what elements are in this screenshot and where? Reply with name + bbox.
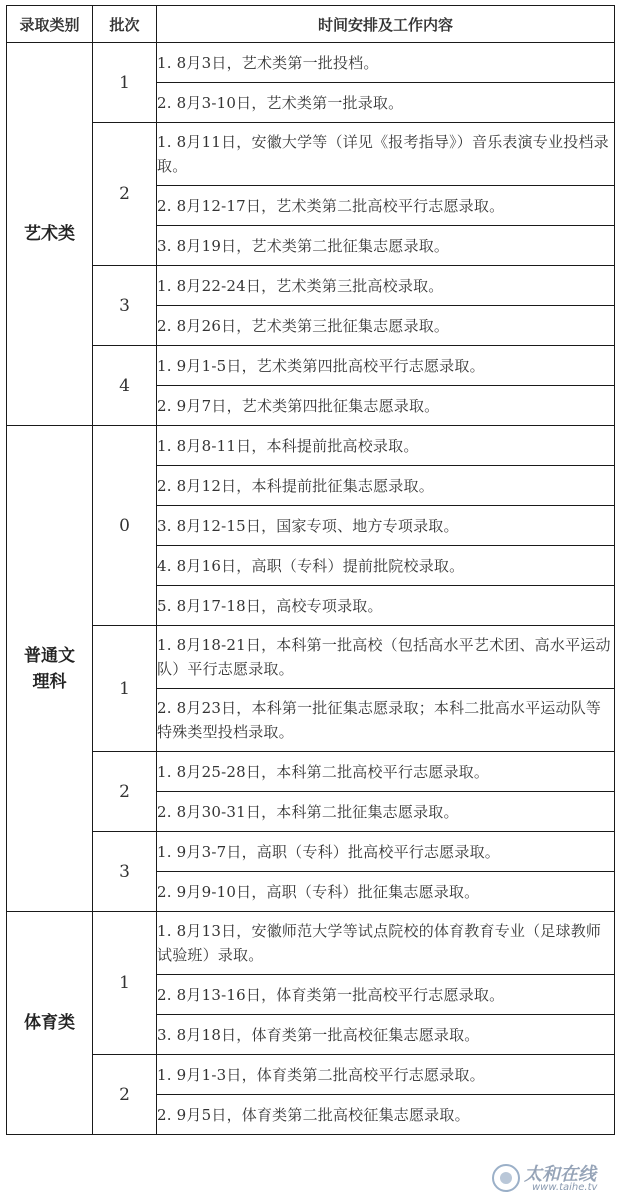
header-batch: 批次 [93,6,157,43]
table-row [7,832,615,872]
batch-cell: 3 [93,266,157,346]
schedule-item: 2. 8月26日，艺术类第三批征集志愿录取。 [157,306,615,346]
schedule-item: 1. 9月1-5日，艺术类第四批高校平行志愿录取。 [157,346,615,386]
table-row [7,426,615,466]
table-row [7,123,615,186]
schedule-item: 2. 8月12-17日，艺术类第二批高校平行志愿录取。 [157,186,615,226]
table-row [7,43,615,83]
schedule-item: 1. 9月1-3日，体育类第二批高校平行志愿录取。 [157,1055,615,1095]
watermark-url: www.taihe.tv [532,1182,598,1193]
schedule-item: 3. 8月19日，艺术类第二批征集志愿录取。 [157,226,615,266]
header-row [7,6,615,43]
header-content: 时间安排及工作内容 [157,6,615,43]
schedule-item: 2. 8月12日，本科提前批征集志愿录取。 [157,466,615,506]
category-cell-art: 艺术类 [7,43,93,426]
category-cell-sports: 体育类 [7,912,93,1135]
schedule-item: 2. 8月30-31日，本科第二批征集志愿录取。 [157,792,615,832]
site-watermark [492,1160,612,1196]
header-category: 录取类别 [7,6,93,43]
schedule-item: 2. 8月3-10日，艺术类第一批录取。 [157,83,615,123]
schedule-item: 1. 9月3-7日，高职（专科）批高校平行志愿录取。 [157,832,615,872]
schedule-item: 2. 9月7日，艺术类第四批征集志愿录取。 [157,386,615,426]
batch-cell: 1 [93,626,157,752]
schedule-item: 4. 8月16日，高职（专科）提前批院校录取。 [157,546,615,586]
schedule-item: 1. 8月11日，安徽大学等（详见《报考指导》）音乐表演专业投档录取。 [157,123,615,186]
batch-cell: 4 [93,346,157,426]
schedule-item: 2. 8月23日，本科第一批征集志愿录取；本科二批高水平运动队等特殊类型投档录取。 [157,689,615,752]
category-cell-general: 普通文理科 [7,426,93,912]
table-row [7,912,615,975]
schedule-item: 1. 8月3日，艺术类第一批投档。 [157,43,615,83]
schedule-item: 3. 8月12-15日，国家专项、地方专项录取。 [157,506,615,546]
batch-cell: 2 [93,1055,157,1135]
table-row [7,266,615,306]
schedule-item: 1. 8月18-21日，本科第一批高校（包括高水平艺术团、高水平运动队）平行志愿录取。 [157,626,615,689]
schedule-item: 1. 8月8-11日，本科提前批高校录取。 [157,426,615,466]
watermark-name: 太和在线 [524,1164,596,1185]
batch-cell: 2 [93,123,157,266]
site-logo-icon [492,1164,520,1192]
table-row [7,1055,615,1095]
schedule-item: 3. 8月18日，体育类第一批高校征集志愿录取。 [157,1015,615,1055]
schedule-item: 2. 8月13-16日，体育类第一批高校平行志愿录取。 [157,975,615,1015]
schedule-item: 1. 8月22-24日，艺术类第三批高校录取。 [157,266,615,306]
schedule-item: 1. 8月13日，安徽师范大学等试点院校的体育教育专业（足球教师试验班）录取。 [157,912,615,975]
batch-cell: 1 [93,43,157,123]
batch-cell: 2 [93,752,157,832]
schedule-item: 5. 8月17-18日，高校专项录取。 [157,586,615,626]
table-row [7,752,615,792]
batch-cell: 3 [93,832,157,912]
schedule-item: 2. 9月5日，体育类第二批高校征集志愿录取。 [157,1095,615,1135]
batch-cell: 1 [93,912,157,1055]
batch-cell: 0 [93,426,157,626]
table-row [7,626,615,689]
admission-schedule-table [6,5,615,1135]
schedule-item: 1. 8月25-28日，本科第二批高校平行志愿录取。 [157,752,615,792]
table-row [7,346,615,386]
schedule-item: 2. 9月9-10日，高职（专科）批征集志愿录取。 [157,872,615,912]
